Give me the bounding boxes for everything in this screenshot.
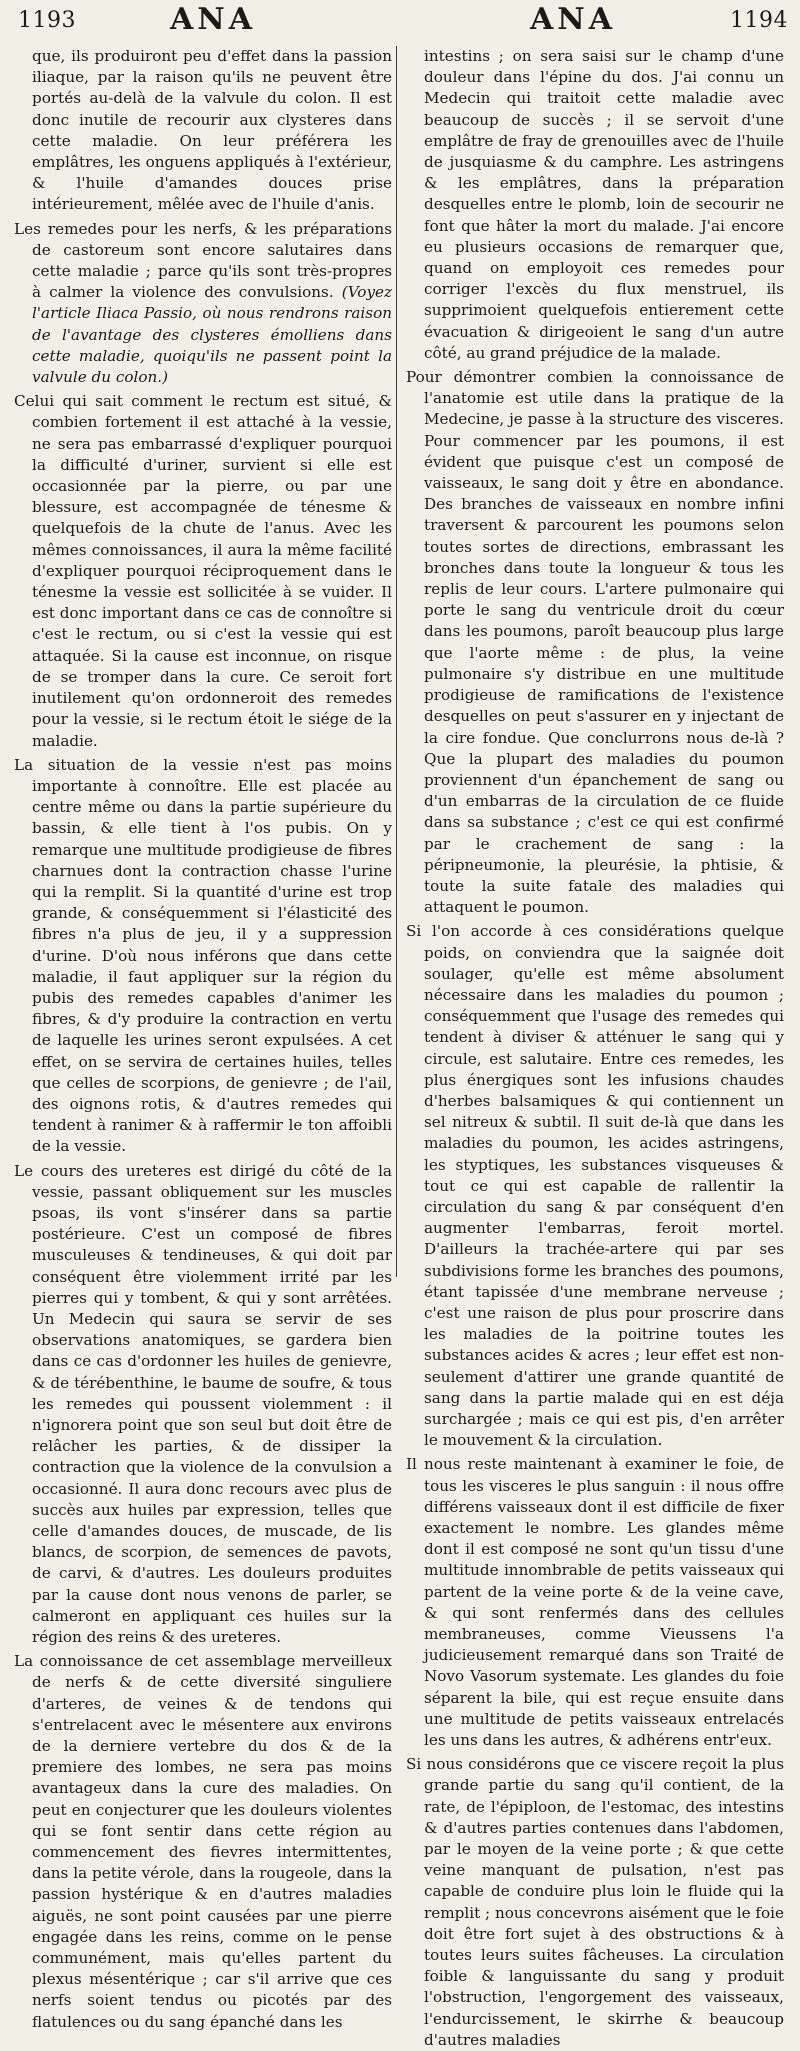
paragraph: que, ils produiront peu d'effet dans la passion iliaque, par la raison qu'ils ne peuvent être portés au-delà de la valvule du colon. Il est donc inutile de recourir aux clysteres dans cette maladie. On leur préférera les emplâtres, les onguens appliqués à l'extérieur, & l'huile d'amandes douces prise intérieurement, mêlée avec de l'huile d'anis. bbox=[32, 47, 392, 214]
paragraph: Si l'on accorde à ces considérations quelque poids, on conviendra que la saignée doit soulager, qu'elle est même absolument nécessaire dans les maladies du poumon ; conséquemment que l'usage des remedes qui tendent à diviser & atténuer le sang qui y circule, est salutaire. Entre ces remedes, les plus énergiques sont les infusions chaudes d'herbes balsamiques & qui contiennent un sel nitreux & subtil. Il suit de-là que dans les maladies du poumon, les acides astringens, les styptiques, les substances visqueuses & tout ce qui est capable de rallentir la circulation du sang & par conséquent d'en augmenter l'embarras, feroit mortel. D'ailleurs la trachée-artere qui par ses subdivisions forme les branches des poumons, étant tapissée d'une membrane nerveuse ; c'est une raison de plus pour proscrire dans les maladies de la poitrine toutes les substances acides & acres ; leur effet est non-seulement d'attirer une grande quantité de sang dans la partie malade qui en est déja surchargée ; mais ce qui est pis, d'en arrêter le mouvement & la circulation. bbox=[406, 922, 784, 1450]
paragraph: La situation de la vessie n'est pas moins importante à connoître. Elle est placée au centre même ou dans la partie supérieure du bassin, & elle tient à l'os pubis. On y remarque une multitude prodigieuse de fibres charnues dont la contraction chasse l'urine qui la remplit. Si la quantité d'urine est trop grande, & conséquemment si l'élasticité des fibres n'a plus de jeu, il y a suppression d'urine. D'où nous inférons que dans cette maladie, il faut appliquer sur la région du pubis des remedes capables d'animer les fibres, & d'y produire la contraction en vertu de laquelle les urines seront expulsées. A cet effet, on se servira de certaines huiles, telles que celles de scorpions, de genievre ; de l'ail, des oignons rotis, & d'autres remedes qui tendent à ranimer & à raffermir le ton affoibli de la vessie. bbox=[14, 755, 392, 1156]
paragraph bbox=[14, 219, 392, 389]
paragraph: Si nous considérons que ce viscere reçoit la plus grande partie du sang qu'il contient, de la rate, de l'épiploon, de l'estomac, des intestins & d'autres parties contenues dans l'abdomen, par le moyen de la veine porte ; & que cette veine manquant de pulsation, n'est pas capable de conduire plus loin le fluide qui la remplit ; nous concevrons aisément que le foie doit être fort sujet à des obstructions & à toutes leurs suites fâcheuses. La circulation foible & languissante du sang y produit l'obstruction, l'engorgement des vaisseaux, l'endurcissement, le skirrhe & beaucoup d'autres maladies bbox=[406, 1755, 784, 2049]
paragraph: intestins ; on sera saisi sur le champ d'une douleur dans l'épine du dos. J'ai connu un Medecin qui traitoit cette maladie avec beaucoup de succès ; il se servoit d'une emplâtre de fray de grenouilles avec de l'huile de jusquiasme & du camphre. Les astringens & les emplâtres, dans la préparation desquelles entre le plomb, loin de secourir ne font que hâter la mort du malade. J'ai encore eu plusieurs occasions de remarquer que, quand on employoit ces remedes pour corriger l'excès du flux menstruel, ils supprimoient quelquefois entierement cette évacuation & dirigeoient le sang d'un autre côté, au grand préjudice de la malade. bbox=[424, 47, 784, 362]
paragraph: La connoissance de cet assemblage merveilleux de nerfs & de cette diversité singuliere d'arteres, de veines & de tendons qui s'entrelacent avec le mésentere aux environs de la derniere vertebre du dos & de la premiere des lombes, ne sera pas moins avantageux dans la cure des maladies. On peut en conjecturer que les douleurs violentes qui se font sentir dans cette région au commencement des fievres intermittentes, dans la petite vérole, dans la rougeole, dans la passion hystérique & en d'autres maladies aiguës, ne sont point causées par une pierre engagée dans les reins, comme on le pense communément, mais qu'elles partent du plexus mésentérique ; car s'il arrive que ces nerfs soient tendus ou picotés par des flatulences ou du sang épanché dans les bbox=[14, 1652, 392, 2031]
page-number-right: 1194 bbox=[730, 8, 788, 33]
left-column bbox=[14, 46, 393, 2031]
paragraph: Celui qui sait comment le rectum est situé, & combien fortement il est attaché à la vessie, ne sera pas embarrassé d'expliquer pourquoi la difficulté d'uriner, survient si elle est occasionnée par la pierre, ou par une blessure, est accompagnée de ténesme & quelquefois de la chute de l'anus. Avec les mêmes connoissances, il aura la même facilité d'expliquer pourquoi réciproquement dans le ténesme la vessie est sollicitée à se vuider. Il est donc important dans ce cas de connoître si c'est le rectum, ou si c'est la vessie qui est attaquée. Si la cause est inconnue, on risque de se tromper dans la cure. Ce seroit fort inutilement qu'on ordonneroit des remedes pour la vessie, si le rectum étoit le siége de la maladie. bbox=[14, 392, 392, 750]
page-header bbox=[0, 0, 800, 46]
paragraph-text: Les remedes pour les nerfs, & les préparations de castoreum sont encore salutaires dans cette maladie ; parce qu'ils sont très-propres à calmer la violence des convulsions. bbox=[14, 219, 392, 302]
right-column bbox=[406, 46, 784, 2049]
cross-reference: (Voyez l'article Iliaca Passio, où nous rendrons raison de l'avantage des clysteres émolliens dans cette maladie, quoiqu'ils ne passent point la valvule du colon.) bbox=[32, 283, 393, 387]
column-divider bbox=[396, 46, 397, 1277]
running-head-left: ANA bbox=[170, 2, 256, 37]
paragraph: Le cours des ureteres est dirigé du côté de la vessie, passant obliquement sur les muscles psoas, ils vont s'insérer dans sa partie postérieure. C'est un composé de fibres musculeuses & tendineuses, & qui doit par conséquent être violemment irrité par les pierres qui y tombent, & qui y sont arrêtées. Un Medecin qui saura se servir de ses observations anatomiques, se gardera bien dans ce cas d'ordonner les huiles de genievre, & de térébenthine, le baume de soufre, & tous les remedes qui poussent violemment : il n'ignorera point que son seul but doit être de relâcher les parties, & de dissiper la contraction que la violence de la convulsion a occasionné. Il aura donc recours avec plus de succès aux huiles par expression, telles que celle d'amandes douces, de muscade, de lis blancs, de scorpion, de semences de pavots, de carvi, & d'autres. Les douleurs produites par la cause dont nous venons de parler, se calmeront en appliquant ces huiles sur la région des reins & des ureteres. bbox=[14, 1161, 392, 1647]
page-number-left: 1193 bbox=[18, 8, 76, 33]
paragraph: Il nous reste maintenant à examiner le foie, de tous les visceres le plus sanguin : il nous offre différens vaisseaux dont il est difficile de fixer exactement le nombre. Les glandes même dont il est composé ne sont qu'un tissu d'une multitude innombrable de petits vaisseaux qui partent de la veine porte & de la veine cave, & qui sont renfermés dans des cellules membraneuses, comme Vieussens l'a judicieusement remarqué dans son Traité de Novo Vasorum systemate. Les glandes du foie séparent la bile, qui est reçue ensuite dans une multitude de petits vaisseaux entrelacés les uns dans les autres, & adhérens entr'eux. bbox=[406, 1455, 784, 1750]
paragraph: Pour démontrer combien la connoissance de l'anatomie est utile dans la pratique de la Medecine, je passe à la structure des visceres. Pour commencer par les poumons, il est évident que puisque c'est un composé de vaisseaux, le sang doit y être en abondance. Des branches de vaisseaux en nombre infini traversent & parcourent les poumons selon toutes sortes de directions, embrassant les bronches dans toute la longueur & tous les replis de leur cours. L'artere pulmonaire qui porte le sang du ventricule droit du cœur dans les poumons, paroît beaucoup plus large que l'aorte même : de plus, la veine pulmonaire s'y distribue en une multitude prodigieuse de ramifications de l'existence desquelles on peut s'assurer en y injectant de la cire fondue. Que conclurrons nous de-là ? Que la plupart des maladies du poumon proviennent d'un épanchement de sang ou d'un embarras de la circulation de ce fluide dans sa substance ; c'est ce qui est confirmé par le crachement de sang : la péripneumonie, la pleurésie, la phtisie, & toute la suite fatale des maladies qui attaquent le poumon. bbox=[406, 368, 784, 917]
running-head-right: ANA bbox=[530, 2, 616, 37]
